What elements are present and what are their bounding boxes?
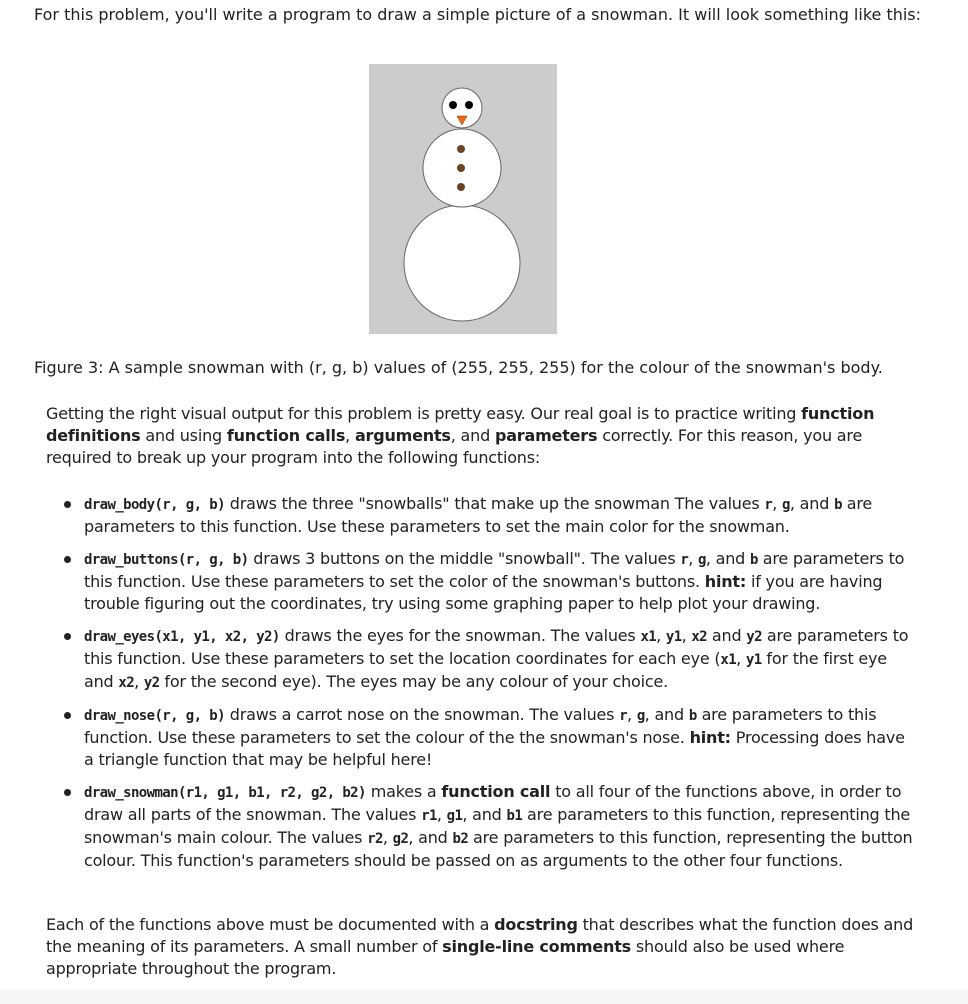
text-run: , and	[462, 805, 507, 824]
text-run: and	[707, 626, 747, 645]
text-run: ,	[681, 626, 692, 645]
text-run: draws a carrot nose on the snowman. The values	[224, 705, 620, 724]
code-term: b2	[452, 831, 469, 847]
bold-term: arguments	[354, 426, 451, 445]
code-term: draw_body(r, g, b)	[84, 497, 225, 513]
text-run: draws the three "snowballs" that make up the snowman The values	[224, 494, 765, 513]
bold-term: hint:	[689, 728, 731, 747]
code-term: x1	[640, 629, 657, 645]
code-term: y1	[665, 629, 682, 645]
text-run: , and	[705, 549, 750, 568]
code-term: y1	[745, 652, 762, 668]
text-run: for the first eye and	[84, 649, 887, 691]
text-run: that describes what the function does and the meaning of its parameters. A small number of	[46, 915, 914, 956]
code-term: y2	[143, 675, 160, 691]
text-run: ,	[345, 426, 355, 445]
text-run: for the second eye). The eyes may be any colour of your choice.	[159, 672, 668, 691]
button-3	[457, 183, 465, 191]
text-run: are parameters to this function, representing the snowman's main colour. The values	[84, 805, 911, 847]
text-run: ,	[772, 494, 783, 513]
function-item-draw-buttons	[60, 548, 916, 615]
code-term: y2	[746, 629, 762, 645]
code-term: r1	[421, 808, 437, 824]
text-run: Each of the functions above must be documented with a	[46, 915, 495, 934]
code-term: draw_nose(r, g, b)	[84, 708, 225, 724]
text-run: ,	[134, 672, 144, 691]
text-run: , and	[408, 828, 453, 847]
code-term: draw_eyes(x1, y1, x2, y2)	[84, 629, 280, 645]
bold-term: hint:	[704, 572, 747, 591]
bold-term: docstring	[494, 915, 578, 934]
text-run: are parameters to this function, representing the button colour. This function's parameters should be passed on as arguments to the other four functions.	[84, 828, 913, 870]
function-item-draw-snowman	[60, 781, 916, 872]
page-footer-strip	[0, 990, 968, 1004]
bold-term: function call	[441, 782, 551, 801]
function-item-draw-eyes	[60, 625, 916, 694]
text-run: , and	[789, 494, 835, 513]
code-term: x1	[720, 652, 737, 668]
text-run: makes a	[365, 782, 442, 801]
function-item-draw-body	[60, 493, 916, 538]
eye-left	[449, 101, 457, 109]
figure-caption: Figure 3: A sample snowman with (r, g, b) values of (255, 255, 255) for the colour of the snowman's body.	[34, 358, 883, 377]
text-run: ,	[627, 705, 637, 724]
code-term: r	[680, 552, 689, 568]
text-run: draws 3 buttons on the middle "snowball". The values	[248, 549, 681, 568]
text-run: Getting the right visual output for this problem is pretty easy. Our real goal is to practice writing	[46, 404, 802, 423]
code-term: b1	[506, 808, 523, 824]
snowman-figure	[369, 64, 557, 334]
code-term: b	[834, 497, 842, 513]
text-run: draws the eyes for the snowman. The values	[279, 626, 641, 645]
code-term: g	[782, 497, 790, 513]
function-list	[60, 493, 916, 882]
text-run: ,	[436, 805, 447, 824]
function-item-draw-nose	[60, 704, 916, 771]
code-term: b	[688, 708, 697, 724]
code-term: g	[636, 708, 645, 724]
requirements-paragraph	[46, 403, 916, 469]
code-term: g1	[446, 808, 463, 824]
text-run: should also be used where appropriate throughout the program.	[46, 937, 845, 978]
text-run: if you are having trouble figuring out the coordinates, try using some graphing paper to help plot your drawing.	[84, 572, 883, 613]
bold-term: function definitions	[46, 404, 875, 445]
code-term: draw_snowman(r1, g1, b1, r2, g2, b2)	[84, 785, 366, 801]
documentation-paragraph	[46, 914, 916, 980]
text-run: ,	[736, 649, 746, 668]
code-term: r2	[367, 831, 383, 847]
bold-term: parameters	[494, 426, 598, 445]
text-run: to all four of the functions above, in order to draw all parts of the snowman. The values	[84, 782, 902, 824]
text-run: ,	[656, 626, 666, 645]
code-term: x2	[118, 675, 135, 691]
text-run: are parameters to this function. Use these parameters to set the color of the snowman's buttons.	[84, 549, 905, 591]
bold-term: function calls	[226, 426, 346, 445]
code-term: draw_buttons(r, g, b)	[84, 552, 249, 568]
text-run: are parameters to this function. Use these parameters to set the location coordinates for each eye (	[84, 626, 909, 668]
code-term: r	[619, 708, 628, 724]
eye-right	[465, 101, 473, 109]
bottom-snowball	[404, 205, 520, 321]
text-run: and using	[140, 426, 227, 445]
text-run: ,	[688, 549, 698, 568]
button-2	[457, 164, 465, 172]
code-term: g2	[392, 831, 409, 847]
text-run: are parameters to this function. Use these parameters to set the main color for the snowman.	[84, 494, 873, 536]
bold-term: single-line comments	[442, 937, 632, 956]
button-1	[457, 145, 465, 153]
code-term: r	[764, 497, 773, 513]
code-term: b	[749, 552, 758, 568]
text-run: , and	[644, 705, 689, 724]
code-term: x2	[691, 629, 708, 645]
text-run: , and	[450, 426, 495, 445]
text-run: correctly. For this reason, you are required to break up your program into the following functions:	[46, 426, 863, 467]
text-run: Processing does have a triangle function that may be helpful here!	[84, 728, 905, 769]
text-run: are parameters to this function. Use these parameters to set the colour of the the snowman's nose.	[84, 705, 877, 747]
text-run: ,	[382, 828, 393, 847]
code-term: g	[697, 552, 706, 568]
intro-text: For this problem, you'll write a program to draw a simple picture of a snowman. It will look something like this:	[34, 5, 922, 24]
